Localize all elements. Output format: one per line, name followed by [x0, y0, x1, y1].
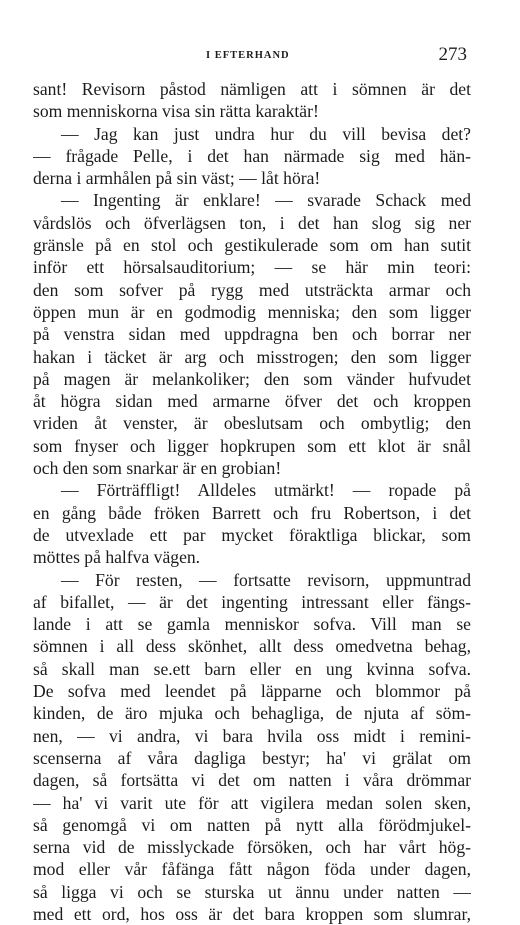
text-line: sant! Revisorn påstod nämligen att i sömnen är det: [33, 79, 471, 99]
text-line: — Jag kan just undra hur du vill bevisa det?: [61, 123, 471, 144]
text-line: den som sofver på rygg med utsträckta armar och: [33, 279, 471, 300]
text-line: inför ett hörsalsauditorium; — se här min teori:: [33, 257, 471, 278]
body-text: [33, 78, 471, 925]
text-line: med ett ord, hos oss är det bara kroppen som slumrar,: [33, 903, 471, 924]
text-line: — ha' vi varit ute för att vigilera medan solen sken,: [33, 792, 471, 813]
running-head: [0, 44, 520, 68]
text-line: serna vid de misslyckade försöken, och har vårt hög-: [33, 837, 471, 858]
text-line: vårdslös och öfverlägsen ton, i det han slog sig ner: [33, 212, 471, 233]
text-line: en gång både fröken Barrett och fru Robertson, i det: [33, 502, 471, 523]
text-line: på venstra sidan med uppdragna ben och borrar ner: [33, 324, 471, 345]
text-line: — För resten, — fortsatte revisorn, uppmuntrad: [61, 569, 471, 590]
text-line: — Förträffligt! Alldeles utmärkt! — ropade på: [61, 480, 471, 501]
running-title: I EFTERHAND: [206, 50, 290, 61]
text-line: på magen är melankoliker; den som vänder hufvudet: [33, 368, 471, 389]
text-line: nen, — vi andra, vi bara hvila oss midt i remini-: [33, 725, 471, 746]
text-line: sömnen i all dess skönhet, allt dess omedvetna behag,: [33, 636, 471, 657]
text-line: öppen mun är en godmodig menniska; den som ligger: [33, 301, 471, 322]
text-line: och den som snarkar är en grobian!: [33, 458, 282, 479]
text-line: — frågade Pelle, i det han närmade sig med hän-: [33, 145, 471, 166]
text-line: dagen, så fortsätta vi det om natten i våra drömmar: [33, 770, 471, 791]
text-line: åt högra sidan med armarne öfver det och kroppen: [33, 391, 471, 412]
text-line: vriden åt venster, är obeslutsam och ombytlig; den: [33, 413, 471, 434]
text-line: De sofva med leendet på läpparne och blommor på: [33, 681, 471, 702]
text-line: de utvexlade ett par mycket föraktliga blickar, som: [33, 524, 471, 545]
text-line: gränsle på en stol och gestikulerade som om han sutit: [33, 235, 471, 256]
text-line: så ligga vi och se sturska ut ännu under natten —: [33, 881, 471, 902]
page-number: 273: [438, 44, 467, 65]
text-line: af bifallet, — är det ingenting intressant eller fängs-: [33, 591, 471, 612]
text-line: kinden, de äro mjuka och behagliga, de njuta af söm-: [33, 703, 471, 724]
text-line: möttes på halfva vägen.: [33, 547, 201, 568]
text-line: så skall man se.ett barn eller en ung kvinna sofva.: [33, 658, 471, 679]
text-line: mod eller vår fåfänga fått någon föda under dagen,: [33, 859, 471, 880]
text-line: scenserna af våra dagliga bestyr; ha' vi grälat om: [33, 747, 471, 768]
text-line: — Ingenting är enklare! — svarade Schack med: [61, 190, 471, 211]
text-line: hakan i täcket är arg och misstrogen; den som ligger: [33, 346, 471, 367]
text-line: så genomgå vi om natten på nytt alla förödmjukel-: [33, 814, 471, 835]
text-line: som menniskorna visa sin rätta karaktär!: [33, 101, 319, 122]
text-line: lande i att se gamla menniskor sofva. Vill man se: [33, 614, 471, 635]
text-line: som fnyser och ligger hopkrupen som ett klot är snål: [33, 435, 471, 456]
text-line: derna i armhålen på sin väst; — låt höra!: [33, 168, 321, 189]
